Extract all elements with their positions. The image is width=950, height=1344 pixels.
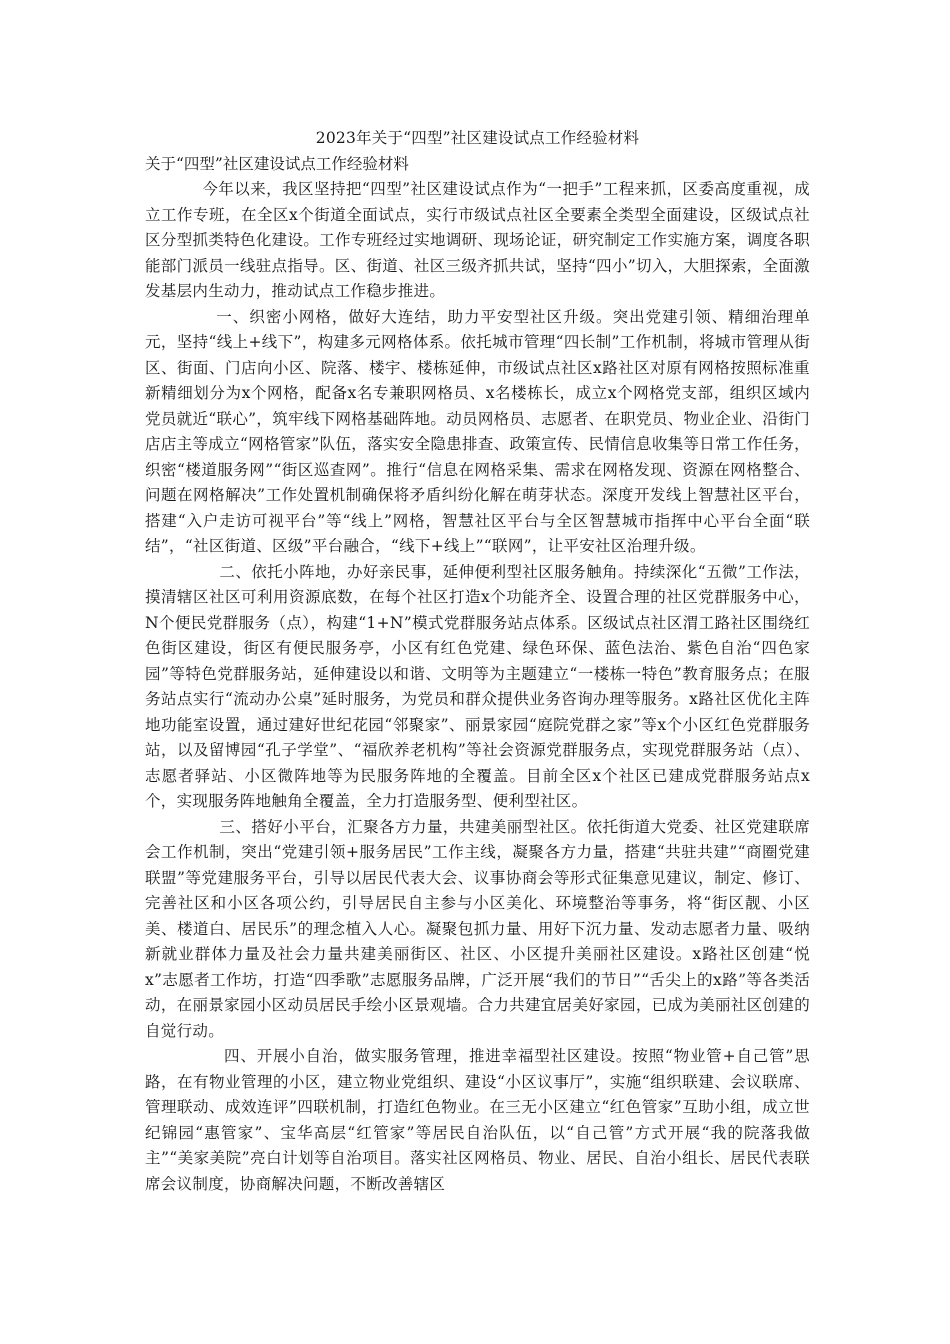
document-subtitle: 关于“四型”社区建设试点工作经验材料 — [145, 155, 409, 173]
document-title: 2023年关于“四型”社区建设试点工作经验材料 — [315, 129, 640, 147]
paragraph-section-2: 二、依托小阵地，办好亲民事，延伸便利型社区服务触角。持续深化“五微”工作法，摸清辖区社区可利用资源底数，在每个社区打造x个功能齐全、设置合理的社区党群服务中心，N个便民党群服务（点），构建“1+N”模式党群服务站点体系。区级试点社区渭工路社区围绕红色街区建设，街区有便民服务亭，小区有红色党建、绿色环保、蓝色法治、紫色自治“四色家园”等特色党群服务站，延伸建设以和谐、文明等为主题建立“一楼栋一特色”教育服务点；在服务站点实行“流动办公桌”延时服务，为党员和群众提供业务咨询办理等服务。x路社区优化主阵地功能室设置，通过建好世纪花园“邻聚家”、丽景家园“庭院党群之家”等x个小区红色党群服务站，以及留博园“孔子学堂”、“福欣养老机构”等社会资源党群服务点，实现党群服务站（点）、志愿者驿站、小区微阵地等为民服务阵地的全覆盖。目前全区x个社区已建成党群服务站点x个，实现服务阵地触角全覆盖，全力打造服务型、便利型社区。 — [145, 562, 810, 810]
paragraph-section-3: 三、搭好小平台，汇聚各方力量，共建美丽型社区。依托街道大党委、社区党建联席会工作机制，突出“党建引领+服务居民”工作主线，凝聚各方力量，搭建“共驻共建”“商圈党建联盟”等党建服务平台，引导以居民代表大会、议事协商会等形式征集意见建议，制定、修订、完善社区和小区各项公约，引导居民自主参与小区美化、环境整治等事务，将“街区靓、小区美、楼道白、居民乐”的理念植入人心。凝聚包抓力量、用好下沉力量、发动志愿者力量、吸纳新就业群体力量及社会力量共建美丽街区、社区、小区提升美丽社区建设。x路社区创建“悦x”志愿者工作坊，打造“四季歌”志愿服务品牌，广泛开展“我们的节日”“舌尖上的x路”等各类活动，在丽景家园小区动员居民手绘小区景观墙。合力共建宜居美好家园，已成为美丽社区创建的自觉行动。 — [145, 817, 810, 1040]
paragraph-section-1: 一、织密小网格，做好大连结，助力平安型社区升级。突出党建引领、精细治理单元，坚持“线上+线下”，构建多元网格体系。依托城市管理“四长制”工作机制，将城市管理从街区、街面、门店向小区、院落、楼宇、楼栋延伸，市级试点社区x路社区对原有网格按照标准重新精细划分为x个网格，配备x名专兼职网格员、x名楼栋长，成立x个网格党支部，组织区域内党员就近“联心”，筑牢线下网格基础阵地。动员网格员、志愿者、在职党员、物业企业、沿街门店店主等成立“网格管家”队伍，落实安全隐患排查、政策宣传、民情信息收集等日常工作任务，织密“楼道服务网”“街区巡查网”。推行“信息在网格采集、需求在网格发现、资源在网格整合、问题在网格解决”工作处置机制确保将矛盾纠纷化解在萌芽状态。深度开发线上智慧社区平台，搭建“入户走访可视平台”等“线上”网格，智慧社区平台与全区智慧城市指挥中心平台全面“联结”，“社区街道、区级”平台融合，“线下+线上”“联网”，让平安社区治理升级。 — [145, 307, 810, 555]
paragraph-section-4: 四、开展小自治，做实服务管理，推进幸福型社区建设。按照“物业管+自己管”思路，在有物业管理的小区，建立物业党组织、建设“小区议事厅”，实施“组织联建、会议联席、管理联动、成效连评”四联机制，打造红色物业。在三无小区建立“红色管家”互助小组，成立世纪锦园“惠管家”、宝华高层“红管家”等居民自治队伍，以“自己管”方式开展“我的院落我做主”“美家美院”亮白计划等自治项目。落实社区网格员、物业、居民、自治小组长、居民代表联席会议制度，协商解决问题，不断改善辖区 — [145, 1047, 810, 1193]
paragraph-intro: 今年以来，我区坚持把“四型”社区建设试点作为“一把手”工程来抓，区委高度重视，成立工作专班，在全区x个街道全面试点，实行市级试点社区全要素全类型全面建设，区级试点社区分型抓类特色化建设。工作专班经过实地调研、现场论证，研究制定工作实施方案，调度各职能部门派员一线驻点指导。区、街道、社区三级齐抓共试，坚持“四小”切入，大胆探索，全面激发基层内生动力，推动试点工作稳步推进。 — [145, 180, 810, 300]
document-page — [145, 126, 810, 1197]
